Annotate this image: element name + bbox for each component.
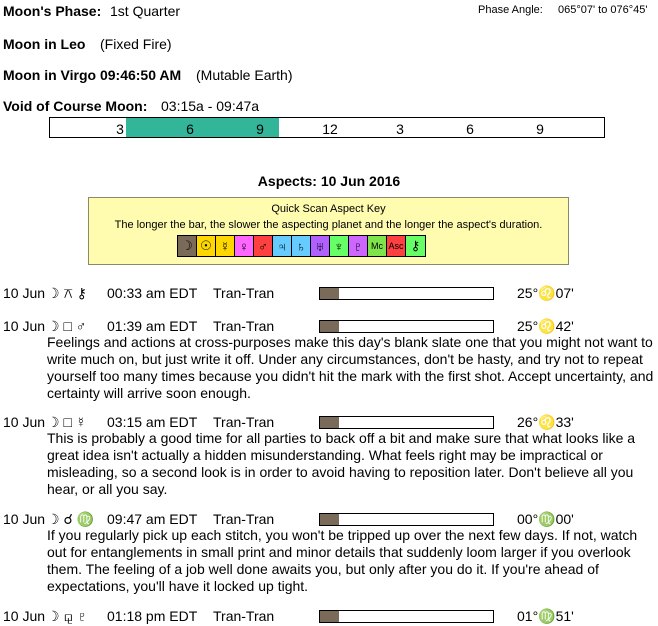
uranus-icon: ♅ [311, 236, 330, 256]
aspect-glyphs: ☽ ⚻ ⚷ [47, 285, 87, 301]
moon-in-leo-mode: (Fixed Fire) [100, 36, 172, 52]
phase-angle-value: 065°07' to 076°45' [558, 4, 648, 16]
aspect-position: 26°♌33' [517, 414, 574, 430]
aspect-duration-bar [319, 416, 494, 429]
aspect-position: 25°♌42' [517, 318, 574, 334]
aspect-duration-fill [320, 514, 339, 525]
saturn-icon: ♄ [292, 236, 311, 256]
timeline-tick-label: 3 [116, 121, 124, 137]
aspect-description: If you regularly pick up each stitch, you won't be tripped up over the next few days. If not, watch out for entanglements in small print and minor details that suddenly loom larger if you overlook them. The feeling of a job well done awaits you, but only after you do it. If you're ahead of expectations, you'll have it locked up tight. [47, 527, 638, 594]
aspect-type: Tran-Tran [213, 285, 275, 301]
venus-icon: ♀ [235, 236, 254, 256]
aspect-date: 10 Jun [3, 511, 46, 527]
chiron-icon: ⚷ [406, 236, 425, 256]
aspect-position: 00°♍00' [517, 511, 574, 527]
aspect-description: This is probably a good time for all parties to back off a bit and make sure that what looks like a great idea isn't actually a hidden misunderstanding. What feels right may be impractical or misleading, so a second look is in order to avoid having to reposition later. Don't believe all you hear, or all you say. [47, 430, 636, 497]
aspect-position: 25°♌07' [517, 285, 574, 301]
aspect-type: Tran-Tran [213, 414, 275, 430]
aspect-position: 01°♍51' [517, 608, 574, 624]
neptune-icon: ♆ [330, 236, 349, 256]
quick-scan-aspect-key [88, 197, 569, 265]
aspect-date: 10 Jun [3, 608, 46, 624]
aspect-duration-fill [320, 417, 339, 428]
aspect-duration-bar [319, 287, 494, 300]
timeline-tick-label: 9 [536, 121, 544, 137]
aspect-glyphs: ☽ ⚼ ♇ [47, 608, 88, 624]
aspect-type: Tran-Tran [213, 511, 275, 527]
moon-in-virgo-mode: (Mutable Earth) [196, 67, 293, 83]
moon-in-leo-label: Moon in Leo [3, 36, 86, 52]
aspect-time: 01:18 pm EDT [107, 608, 198, 624]
aspect-date: 10 Jun [3, 414, 46, 430]
sun-icon: ☉ [197, 236, 216, 256]
moon-phase-label: Moon's Phase: [3, 3, 102, 19]
aspect-duration-bar [319, 610, 494, 623]
aspect-type: Tran-Tran [213, 318, 275, 334]
moon-in-virgo-label: Moon in Virgo 09:46:50 AM [3, 67, 182, 83]
aspect-type: Tran-Tran [213, 608, 275, 624]
aspect-time: 09:47 am EDT [107, 511, 198, 527]
ascendant-icon: Asc [387, 236, 406, 256]
timeline-tick-label: 9 [256, 121, 264, 137]
key-title: Quick Scan Aspect Key [271, 203, 386, 215]
timeline-tick-label: 6 [466, 121, 474, 137]
timeline-tick-label: 12 [322, 121, 338, 137]
void-of-course-timeline [49, 117, 605, 138]
aspect-glyphs: ☽ □ ☿ [47, 414, 87, 430]
timeline-tick-label: 3 [396, 121, 404, 137]
mars-icon: ♂ [254, 236, 273, 256]
key-description: The longer the bar, the slower the aspecting planet and the longer the aspect's duration. [114, 219, 543, 231]
aspect-duration-fill [320, 321, 339, 332]
timeline-tick-label: 6 [186, 121, 194, 137]
aspect-glyphs: ☽ ☌ ♍ [47, 511, 95, 527]
aspects-title: Aspects: 10 Jun 2016 [257, 173, 401, 189]
void-of-course-value: 03:15a - 09:47a [161, 98, 260, 114]
moon-icon: ☽ [178, 236, 197, 256]
aspect-duration-fill [320, 288, 339, 299]
pluto-icon: ♇ [349, 236, 368, 256]
aspect-glyphs: ☽ □ ♂ [47, 318, 87, 334]
key-swatches [177, 235, 426, 257]
aspect-time: 01:39 am EDT [107, 318, 198, 334]
aspect-date: 10 Jun [3, 285, 46, 301]
void-of-course-label: Void of Course Moon: [3, 98, 148, 114]
aspect-description: Feelings and actions at cross-purposes make this day's blank slate one that you might not want to write much on, but just write it off. Under any circumstances, don't be hasty, and try not to repeat yourself too many times because you didn't hit the mark with the first shot. Accept uncertainty, and certainty will arrive soon enough. [47, 334, 654, 401]
phase-angle-label: Phase Angle: [478, 4, 543, 16]
aspect-time: 00:33 am EDT [107, 285, 198, 301]
moon-phase-value: 1st Quarter [110, 3, 181, 19]
mercury-icon: ☿ [216, 236, 235, 256]
aspect-duration-bar [319, 513, 494, 526]
aspect-duration-fill [320, 611, 339, 622]
aspect-date: 10 Jun [3, 318, 46, 334]
aspect-time: 03:15 am EDT [107, 414, 198, 430]
aspect-duration-bar [319, 320, 494, 333]
jupiter-icon: ♃ [273, 236, 292, 256]
midheaven-icon: Mc [368, 236, 387, 256]
